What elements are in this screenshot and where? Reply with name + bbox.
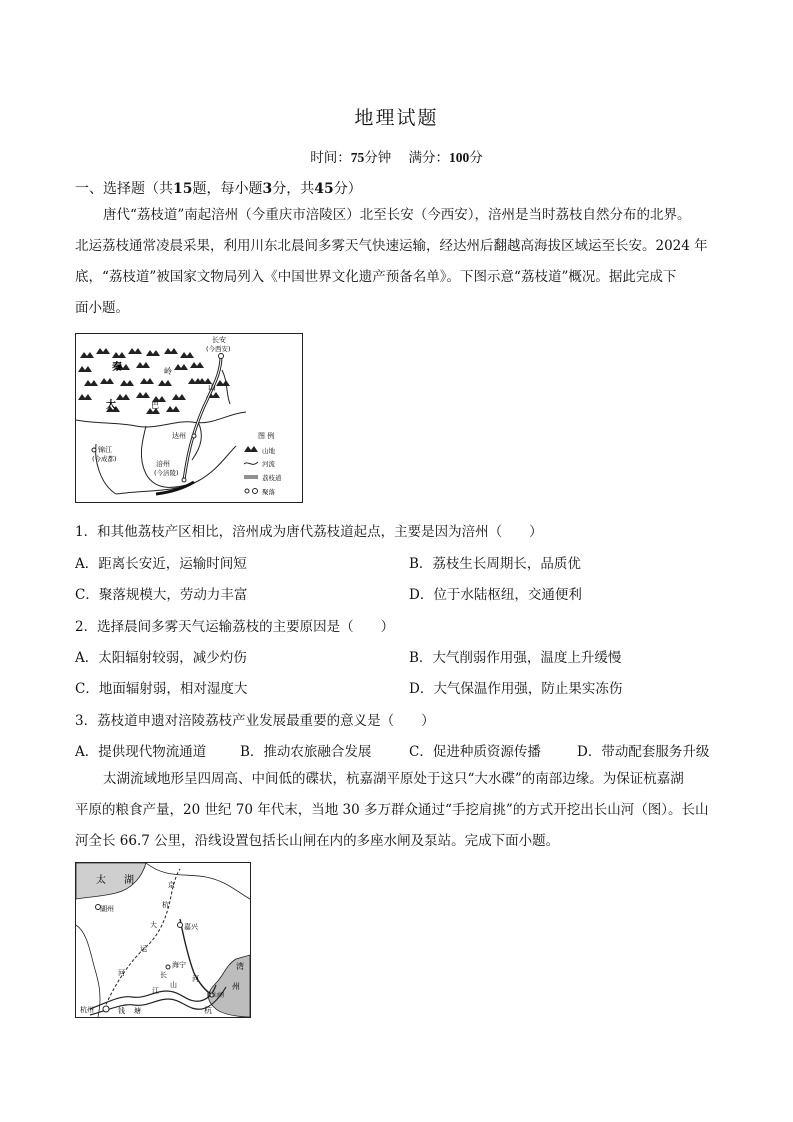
passage-2-line-1: 太湖流域地形呈四周高、中间低的碟状，杭嘉湖平原处于这只“大水碟”的南部边缘。为保证杭嘉湖 bbox=[103, 771, 684, 787]
section-each: 3 bbox=[262, 181, 273, 197]
question-3-option-d[interactable]: D．带动配套服务升级 bbox=[577, 744, 710, 760]
label-huzhou: 湖州 bbox=[100, 905, 114, 913]
legend-river: 河流 bbox=[262, 460, 275, 468]
label-he2: 河 bbox=[192, 975, 199, 983]
label-shan: 山 bbox=[208, 383, 216, 392]
label-ling: 岭 bbox=[164, 367, 172, 376]
time-label: 时间： bbox=[310, 150, 351, 166]
legend-river-symbol bbox=[244, 462, 258, 464]
question-3-option-c[interactable]: C．促进种质资源传播 bbox=[409, 744, 541, 760]
lychee-road-map-svg bbox=[76, 334, 302, 502]
legend-settlement: 聚落 bbox=[262, 488, 275, 496]
label-shan: 山 bbox=[170, 981, 177, 989]
question-3-option-a[interactable]: A．提供现代物流通道 bbox=[75, 744, 207, 760]
label-hangzhou: 杭州 bbox=[80, 1006, 94, 1014]
haining-marker bbox=[166, 965, 170, 969]
time-unit: 分钟 bbox=[364, 150, 392, 166]
legend-title: 图 例 bbox=[258, 432, 275, 440]
legend-road: 荔枝道 bbox=[262, 474, 282, 482]
section-count: 15 bbox=[173, 181, 193, 197]
label-hang2: 杭 bbox=[204, 1006, 212, 1015]
passage-1-line-4: 面小题。 bbox=[75, 300, 129, 316]
map-legend bbox=[244, 431, 282, 496]
question-1-stem: 1．和其他荔枝产区相比，涪州成为唐代荔枝道起点，主要是因为涪州（ ） bbox=[75, 524, 543, 540]
label-chang: 长 bbox=[160, 971, 167, 979]
label-qin: 秦 bbox=[112, 362, 122, 373]
passage-2-line-2: 平原的粮食产量，20 世纪 70 年代末，当地 30 多万群众通过“手挖肩挑”的方式开挖出长山河（图）。长山 bbox=[75, 802, 709, 818]
label-changshanzha: 长山闸 bbox=[206, 992, 225, 999]
passage-1-line-2: 北运荔枝通常凌晨采果，利用川东北晨间多雾天气快速运输，经达州后翻越高海拔区域运至长安。2024 年 bbox=[75, 238, 708, 254]
hangzhou-marker bbox=[103, 1006, 109, 1012]
label-ba: 巴 bbox=[151, 401, 159, 410]
label-jing: 京 bbox=[168, 881, 175, 889]
score-value: 100 bbox=[448, 150, 470, 165]
page-title: 地理试题 bbox=[354, 107, 439, 129]
legend-mountain: 山地 bbox=[262, 447, 275, 455]
jiaxing-marker bbox=[178, 923, 183, 928]
section-heading bbox=[75, 178, 362, 198]
section-mid2: 分，共 bbox=[272, 181, 315, 197]
label-fuzhou: 涪州 bbox=[156, 460, 170, 468]
changan-marker bbox=[219, 354, 224, 359]
changshan-river-map-svg bbox=[76, 863, 250, 1017]
passage-1-line-3: 底，“荔枝道”被国家文物局列入《中国世界文化遗产预备名单》。下图示意“荔枝道”概况。据此完成下 bbox=[75, 269, 677, 285]
label-jiaxing: 嘉兴 bbox=[184, 923, 198, 931]
score-unit: 分 bbox=[469, 150, 483, 166]
tai-lake bbox=[76, 863, 146, 899]
question-1-option-b[interactable]: B．荔枝生长周期长，品质优 bbox=[409, 556, 581, 572]
jinjiang-marker bbox=[92, 448, 96, 452]
label-chengdu: (今成都) bbox=[92, 455, 117, 463]
label-da: 大 bbox=[150, 921, 157, 929]
label-jiang: 江 bbox=[152, 987, 159, 995]
label-hang: 杭 bbox=[162, 901, 169, 909]
section-mid1: 题，每小题 bbox=[192, 181, 263, 197]
label-tang: 塘 bbox=[134, 1007, 141, 1015]
time-value: 75 bbox=[350, 150, 365, 165]
score-label: 满分： bbox=[408, 150, 449, 166]
label-dazhou: 达州 bbox=[172, 432, 186, 440]
label-yun: 运 bbox=[140, 945, 147, 953]
passage-2 bbox=[75, 764, 720, 857]
label-he: 河 bbox=[118, 969, 125, 977]
question-1-option-c[interactable]: C．聚落规模大，劳动力丰富 bbox=[75, 587, 248, 603]
question-3-stem: 3．荔枝道申遗对涪陵荔枝产业发展最重要的意义是（ ） bbox=[75, 713, 435, 729]
passage-1 bbox=[75, 200, 720, 324]
label-wan: 湾 bbox=[236, 962, 244, 971]
fuzhou-marker bbox=[182, 478, 186, 482]
question-1-option-d[interactable]: D．位于水陆枢纽，交通便利 bbox=[409, 587, 582, 603]
section-suffix: 分） bbox=[333, 181, 362, 197]
passage-1-line-1: 唐代“荔枝道”南起涪州（今重庆市涪陵区）北至长安（今西安），涪州是当时荔枝自然分布的北界。 bbox=[103, 207, 691, 223]
question-2-option-c[interactable]: C．地面辐射弱，相对湿度大 bbox=[75, 681, 248, 697]
label-changan-now: (今西安) bbox=[206, 345, 231, 353]
label-zhou2: 州 bbox=[232, 982, 240, 991]
passage-2-line-3: 河全长 66.7 公里，沿线设置包括长山闸在内的多座水闸及泵站。完成下面小题。 bbox=[75, 833, 560, 849]
label-da: 大 bbox=[106, 400, 116, 411]
label-fuling: (今涪陵) bbox=[154, 469, 179, 477]
question-2-option-d[interactable]: D．大气保温作用强，防止果实冻伤 bbox=[409, 681, 623, 697]
question-1-option-a[interactable]: A．距离长安近，运输时间短 bbox=[75, 556, 247, 572]
lychee-road-line bbox=[184, 356, 221, 480]
label-hu: 湖 bbox=[124, 875, 134, 886]
changshan-river-map bbox=[75, 862, 251, 1018]
section-prefix: 一、选择题（共 bbox=[75, 181, 173, 197]
legend-settlement-symbol bbox=[245, 489, 249, 493]
question-2-stem: 2．选择晨间多雾天气运输荔枝的主要原因是（ ） bbox=[75, 619, 395, 635]
exam-meta bbox=[0, 146, 793, 166]
question-2-option-a[interactable]: A．太阳辐射较弱，减少灼伤 bbox=[75, 650, 247, 666]
dazhou-marker bbox=[192, 434, 196, 438]
question-2-option-b[interactable]: B．大气削弱作用强，温度上升缓慢 bbox=[409, 650, 622, 666]
label-qian: 钱 bbox=[118, 1007, 125, 1015]
label-jinjiang: 锦江 bbox=[98, 446, 112, 454]
label-tai: 太 bbox=[96, 875, 106, 886]
label-changan: 长安 bbox=[212, 336, 226, 344]
section-total: 45 bbox=[314, 181, 334, 197]
question-3-option-b[interactable]: B．推动农旅融合发展 bbox=[240, 744, 372, 760]
label-haining: 海宁 bbox=[172, 961, 186, 969]
lychee-road-map bbox=[75, 333, 303, 503]
